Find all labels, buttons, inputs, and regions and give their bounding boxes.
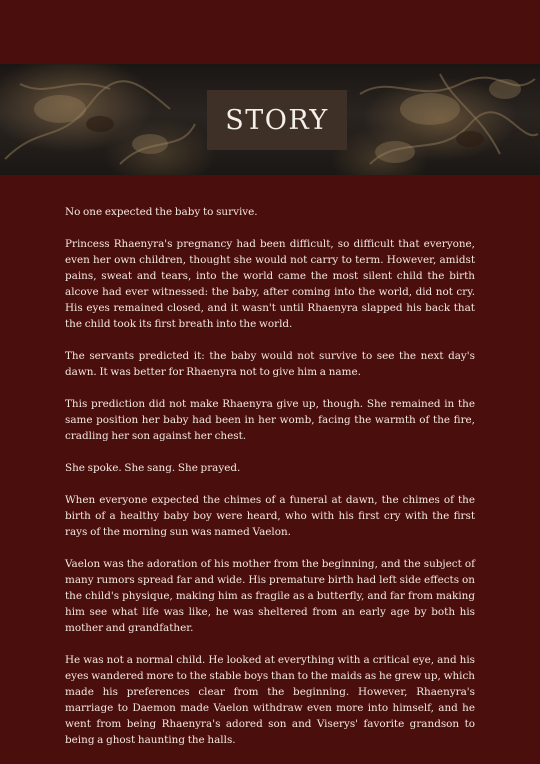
story-paragraph: No one expected the baby to survive. — [65, 206, 258, 218]
story-paragraph: Princess Rhaenyra's pregnancy had been difficult, so difficult that everyone, even her own children, thought she would not carry to term. However, amidst pains, sweat and tears, into the world came the most silent child the birth alcove had ever witnessed: the baby, after coming into the world, did not cry. His eyes remained closed, and it wasn't until Rhaenyra slapped his back that the child took its first breath into the world. — [65, 238, 475, 330]
story-paragraph: This prediction did not make Rhaenyra give up, though. She remained in the same position her baby had been in her womb, facing the warmth of the fire, cradling her son against her chest. — [65, 398, 475, 442]
story-paragraph: She spoke. She sang. She prayed. — [65, 462, 241, 474]
story-paragraph: Vaelon was the adoration of his mother from the beginning, and the subject of many rumors spread far and wide. His premature birth had left side effects on the child's physique, making him as fragile as a butterfly, and far from making him see what life was like, he was sheltered from an early age by both his mother and grandfather. — [65, 558, 475, 634]
story-paragraph: The servants predicted it: the baby would not survive to see the next day's dawn. It was better for Rhaenyra not to give him a name. — [65, 350, 475, 378]
story-paragraph: When everyone expected the chimes of a funeral at dawn, the chimes of the birth of a healthy baby boy were heard, who with his first cry with the first rays of the morning sun was named Vaelon. — [65, 494, 475, 538]
header-banner — [0, 64, 540, 175]
title-box — [207, 90, 347, 150]
story-paragraph: He was not a normal child. He looked at everything with a critical eye, and his eyes wandered more to the stable boys than to the maids as he grew up, which made his preferences clear from the beginning. However, Rhaenyra's marriage to Daemon made Vaelon withdraw even more into himself, and he went from being Rhaenyra's adored son and Viserys' favorite grandson to being a ghost haunting the halls. — [65, 654, 475, 746]
page-title: STORY — [225, 104, 329, 136]
story-text — [65, 204, 475, 764]
